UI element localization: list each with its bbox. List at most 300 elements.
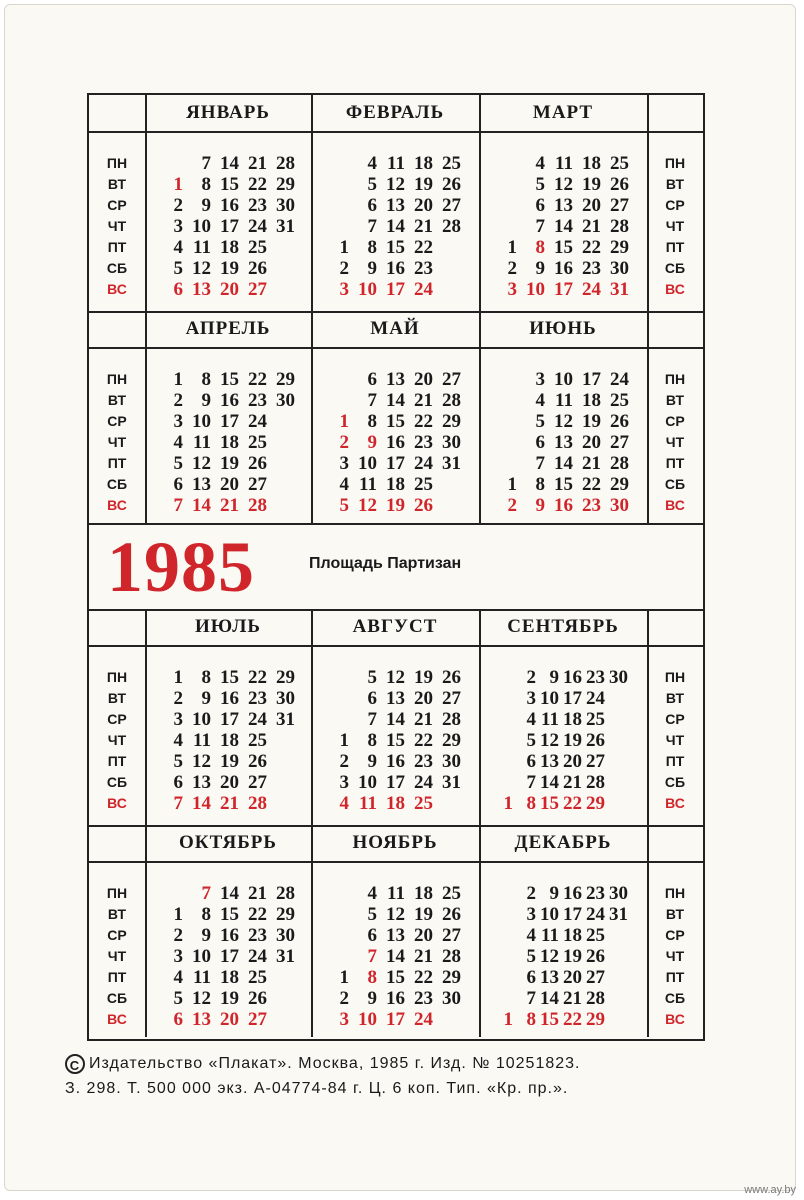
day-label: ВС (665, 1011, 685, 1027)
publisher-footer (65, 1051, 765, 1101)
day-label: ПН (106, 669, 128, 685)
month-name: АПРЕЛЬ (185, 318, 271, 339)
day-labels-right (647, 883, 703, 1030)
date-cell: 17 (386, 1009, 405, 1030)
date-cell: 22 (563, 1009, 582, 1030)
month-name: ФЕВРАЛЬ (345, 102, 445, 123)
date-cell: 20 (414, 925, 433, 946)
date-cell: 29 (276, 369, 295, 390)
row-divider (89, 523, 703, 525)
date-cell: 3 (173, 709, 183, 730)
date-cell: 12 (554, 411, 573, 432)
date-cell: 16 (386, 432, 405, 453)
day-label: СБ (664, 476, 686, 492)
date-cell: 17 (220, 946, 239, 967)
date-cell: 4 (173, 237, 183, 258)
date-cell: 11 (387, 883, 405, 904)
day-label: ЧТ (107, 218, 127, 234)
date-cell: 25 (414, 474, 433, 495)
date-cell: 21 (248, 883, 267, 904)
date-cell: 14 (554, 216, 573, 237)
date-cell: 30 (609, 883, 628, 904)
day-label: СР (107, 927, 127, 943)
date-cell: 6 (535, 432, 545, 453)
date-cell: 25 (414, 793, 433, 814)
date-cell: 13 (386, 925, 405, 946)
date-cell: 6 (173, 1009, 183, 1030)
date-cell: 28 (248, 495, 267, 516)
date-cell: 22 (248, 904, 267, 925)
date-cell: 5 (173, 453, 183, 474)
date-cell: 16 (220, 390, 239, 411)
date-cell: 14 (386, 216, 405, 237)
date-cell: 31 (276, 946, 295, 967)
date-cell: 17 (220, 216, 239, 237)
day-label: СР (665, 711, 685, 727)
row-divider (89, 645, 703, 647)
date-cell: 7 (526, 988, 536, 1009)
date-cell: 3 (507, 279, 517, 300)
day-label: ВС (665, 281, 685, 297)
date-cell: 1 (507, 474, 517, 495)
date-cell: 26 (442, 174, 461, 195)
date-cell: 15 (220, 369, 239, 390)
date-cell: 28 (442, 390, 461, 411)
date-cell: 24 (248, 216, 267, 237)
date-cell: 30 (442, 751, 461, 772)
date-cell: 20 (414, 369, 433, 390)
date-cell: 1 (173, 369, 183, 390)
date-cell: 23 (582, 258, 601, 279)
date-cell: 7 (367, 216, 377, 237)
date-cell: 21 (563, 988, 582, 1009)
date-cell: 23 (414, 432, 433, 453)
date-cell: 10 (526, 279, 545, 300)
date-cell: 1 (503, 793, 513, 814)
date-cell: 14 (386, 946, 405, 967)
date-cell: 29 (442, 730, 461, 751)
date-cell: 7 (367, 946, 377, 967)
date-cell: 3 (526, 904, 536, 925)
date-cell: 14 (540, 988, 559, 1009)
day-label: СБ (664, 990, 686, 1006)
date-cell: 2 (339, 751, 349, 772)
date-cell: 23 (248, 390, 267, 411)
date-cell: 3 (173, 411, 183, 432)
date-cell: 21 (414, 216, 433, 237)
date-cell: 23 (414, 751, 433, 772)
date-cell: 5 (173, 988, 183, 1009)
day-label: ПТ (665, 753, 685, 769)
date-cell: 11 (193, 237, 211, 258)
date-cell: 6 (367, 925, 377, 946)
date-cell: 10 (540, 904, 559, 925)
date-cell: 4 (526, 925, 536, 946)
month-name: НОЯБРЬ (352, 832, 438, 853)
day-labels-left (89, 369, 145, 516)
date-cell: 18 (563, 925, 582, 946)
date-cell: 28 (248, 793, 267, 814)
date-cell: 27 (586, 967, 605, 988)
day-label: ВТ (665, 690, 685, 706)
date-cell: 11 (555, 153, 573, 174)
date-cell: 14 (540, 772, 559, 793)
date-cell: 5 (367, 904, 377, 925)
date-cell: 16 (386, 988, 405, 1009)
date-cell: 2 (339, 258, 349, 279)
calendar-frame (87, 93, 705, 1041)
date-cell: 1 (507, 237, 517, 258)
date-cell: 20 (220, 1009, 239, 1030)
date-cell: 15 (386, 411, 405, 432)
date-cell: 19 (220, 453, 239, 474)
month-name: МАЙ (370, 318, 420, 339)
date-cell: 12 (192, 988, 211, 1009)
day-label: ВС (107, 795, 127, 811)
date-cell: 29 (276, 174, 295, 195)
date-cell: 24 (414, 1009, 433, 1030)
date-cell: 23 (414, 988, 433, 1009)
date-cell: 25 (248, 237, 267, 258)
date-cell: 27 (442, 688, 461, 709)
date-cell: 31 (276, 709, 295, 730)
date-cell: 12 (386, 904, 405, 925)
day-label: ВТ (107, 906, 127, 922)
date-cell: 11 (193, 432, 211, 453)
date-cell: 18 (220, 432, 239, 453)
date-cell: 22 (414, 411, 433, 432)
day-label: ВС (107, 281, 127, 297)
date-cell: 27 (248, 772, 267, 793)
date-cell: 17 (386, 772, 405, 793)
date-cell: 15 (220, 904, 239, 925)
date-cell: 26 (414, 495, 433, 516)
date-cell: 2 (173, 925, 183, 946)
date-cell: 14 (386, 390, 405, 411)
date-cell: 16 (220, 688, 239, 709)
day-labels-left (89, 883, 145, 1030)
month-name: ЯНВАРЬ (186, 102, 270, 123)
date-cell: 12 (358, 495, 377, 516)
date-cell: 3 (535, 369, 545, 390)
date-cell: 4 (535, 390, 545, 411)
date-cell: 14 (554, 453, 573, 474)
date-cell: 1 (503, 1009, 513, 1030)
date-cell: 10 (358, 1009, 377, 1030)
day-label: ПН (106, 885, 128, 901)
date-cell: 26 (610, 174, 629, 195)
date-cell: 31 (442, 453, 461, 474)
date-cell: 24 (248, 411, 267, 432)
date-cell: 8 (201, 174, 211, 195)
date-cell: 31 (609, 904, 628, 925)
date-cell: 1 (173, 174, 183, 195)
day-label: СБ (664, 260, 686, 276)
column-divider (145, 609, 147, 1037)
date-cell: 30 (610, 495, 629, 516)
date-cell: 1 (173, 904, 183, 925)
date-cell: 18 (386, 793, 405, 814)
date-cell: 29 (442, 967, 461, 988)
date-cell: 24 (248, 946, 267, 967)
day-label: ВТ (665, 906, 685, 922)
day-label: ВС (665, 795, 685, 811)
date-cell: 21 (248, 153, 267, 174)
date-cell: 22 (248, 174, 267, 195)
date-cell: 11 (359, 793, 377, 814)
date-cell: 9 (367, 751, 377, 772)
date-cell: 19 (563, 730, 582, 751)
day-label: ВТ (107, 690, 127, 706)
date-cell: 5 (367, 667, 377, 688)
date-cell: 2 (507, 495, 517, 516)
date-cell: 4 (367, 883, 377, 904)
watermark: www.ay.by (744, 1184, 796, 1196)
date-cell: 16 (554, 258, 573, 279)
date-cell: 20 (582, 432, 601, 453)
date-cell: 9 (201, 390, 211, 411)
date-cell: 1 (339, 730, 349, 751)
date-cell: 8 (367, 411, 377, 432)
date-cell: 18 (582, 153, 601, 174)
date-cell: 7 (173, 793, 183, 814)
date-cell: 6 (367, 195, 377, 216)
date-cell: 4 (535, 153, 545, 174)
date-cell: 22 (414, 730, 433, 751)
copyright-icon: C (65, 1054, 85, 1074)
date-cell: 18 (220, 967, 239, 988)
date-cell: 1 (173, 667, 183, 688)
date-cell: 21 (414, 946, 433, 967)
date-cell: 13 (192, 279, 211, 300)
day-label: СБ (106, 476, 128, 492)
date-cell: 11 (193, 730, 211, 751)
date-cell: 5 (367, 174, 377, 195)
day-label: ПН (106, 371, 128, 387)
date-cell: 5 (173, 751, 183, 772)
date-cell: 13 (386, 369, 405, 390)
date-cell: 17 (386, 453, 405, 474)
date-cell: 4 (367, 153, 377, 174)
date-cell: 4 (339, 474, 349, 495)
date-cell: 24 (248, 709, 267, 730)
day-label: ЧТ (665, 218, 685, 234)
date-cell: 7 (535, 453, 545, 474)
day-label: ЧТ (107, 732, 127, 748)
row-divider (89, 131, 703, 133)
date-cell: 9 (549, 883, 559, 904)
date-cell: 2 (507, 258, 517, 279)
date-cell: 5 (173, 258, 183, 279)
date-cell: 14 (220, 153, 239, 174)
date-cell: 19 (220, 751, 239, 772)
day-label: ЧТ (107, 434, 127, 450)
date-cell: 2 (526, 667, 536, 688)
date-cell: 3 (339, 1009, 349, 1030)
date-cell: 29 (442, 411, 461, 432)
date-cell: 30 (276, 688, 295, 709)
date-cell: 31 (276, 216, 295, 237)
day-label: ВС (665, 497, 685, 513)
date-cell: 12 (386, 667, 405, 688)
day-label: ЧТ (665, 434, 685, 450)
date-cell: 12 (554, 174, 573, 195)
date-cell: 23 (582, 495, 601, 516)
day-label: ПН (664, 155, 686, 171)
date-cell: 14 (220, 883, 239, 904)
date-cell: 14 (192, 793, 211, 814)
date-cell: 28 (586, 988, 605, 1009)
date-cell: 26 (248, 988, 267, 1009)
date-cell: 16 (563, 667, 582, 688)
day-label: ПТ (107, 969, 127, 985)
date-cell: 16 (220, 195, 239, 216)
date-cell: 21 (414, 709, 433, 730)
date-cell: 12 (386, 174, 405, 195)
date-cell: 10 (192, 411, 211, 432)
date-cell: 7 (201, 153, 211, 174)
date-cell: 30 (609, 667, 628, 688)
date-cell: 10 (192, 709, 211, 730)
date-cell: 21 (582, 216, 601, 237)
date-cell: 2 (173, 390, 183, 411)
date-cell: 29 (586, 793, 605, 814)
date-cell: 13 (386, 195, 405, 216)
date-cell: 10 (540, 688, 559, 709)
date-cell: 11 (555, 390, 573, 411)
date-cell: 21 (563, 772, 582, 793)
date-cell: 22 (582, 474, 601, 495)
month-name: ИЮЛЬ (195, 616, 261, 637)
date-cell: 4 (173, 432, 183, 453)
date-cell: 26 (442, 904, 461, 925)
year-band (89, 523, 703, 609)
date-cell: 6 (173, 474, 183, 495)
date-cell: 4 (173, 730, 183, 751)
date-cell: 20 (414, 688, 433, 709)
date-cell: 6 (526, 967, 536, 988)
date-cell: 3 (526, 688, 536, 709)
date-cell: 7 (367, 390, 377, 411)
date-cell: 26 (248, 453, 267, 474)
date-cell: 20 (414, 195, 433, 216)
date-cell: 16 (563, 883, 582, 904)
day-labels-left (89, 153, 145, 300)
date-cell: 4 (339, 793, 349, 814)
day-label: СР (665, 197, 685, 213)
month-name: СЕНТЯБРЬ (507, 616, 619, 637)
date-cell: 5 (535, 411, 545, 432)
date-cell: 7 (526, 772, 536, 793)
day-labels-right (647, 153, 703, 300)
date-cell: 24 (610, 369, 629, 390)
date-cell: 8 (201, 904, 211, 925)
date-cell: 28 (276, 153, 295, 174)
date-cell: 15 (386, 730, 405, 751)
date-cell: 27 (610, 195, 629, 216)
date-cell: 5 (339, 495, 349, 516)
date-cell: 28 (442, 946, 461, 967)
date-cell: 15 (554, 474, 573, 495)
date-cell: 9 (367, 988, 377, 1009)
calendar-half-top (89, 95, 703, 523)
day-label: ПН (106, 155, 128, 171)
date-cell: 1 (339, 411, 349, 432)
date-cell: 19 (386, 495, 405, 516)
date-cell: 27 (442, 925, 461, 946)
date-cell: 10 (192, 216, 211, 237)
date-cell: 30 (276, 925, 295, 946)
month-name: ОКТЯБРЬ (179, 832, 277, 853)
date-cell: 1 (339, 967, 349, 988)
date-cell: 21 (414, 390, 433, 411)
footer-text-1: Издательство «Плакат». Москва, 1985 г. Изд. № 10251823. (89, 1055, 581, 1072)
day-label: ПТ (107, 455, 127, 471)
date-cell: 5 (535, 174, 545, 195)
date-cell: 19 (414, 904, 433, 925)
calendar-card (4, 4, 796, 1191)
day-label: ВС (107, 497, 127, 513)
date-cell: 2 (173, 688, 183, 709)
date-cell: 3 (339, 772, 349, 793)
date-cell: 30 (442, 988, 461, 1009)
date-cell: 5 (526, 730, 536, 751)
date-cell: 31 (442, 772, 461, 793)
date-cell: 19 (414, 667, 433, 688)
date-cell: 10 (358, 279, 377, 300)
date-cell: 20 (563, 967, 582, 988)
date-cell: 25 (248, 432, 267, 453)
date-cell: 26 (248, 258, 267, 279)
date-cell: 12 (192, 751, 211, 772)
date-cell: 9 (535, 258, 545, 279)
date-cell: 17 (386, 279, 405, 300)
day-labels-left (89, 667, 145, 814)
date-cell: 9 (367, 258, 377, 279)
date-cell: 1 (339, 237, 349, 258)
date-cell: 27 (248, 1009, 267, 1030)
date-cell: 19 (220, 988, 239, 1009)
date-cell: 9 (201, 688, 211, 709)
month-name: ДЕКАБРЬ (514, 832, 612, 853)
day-label: ПН (664, 885, 686, 901)
date-cell: 19 (582, 411, 601, 432)
date-cell: 18 (386, 474, 405, 495)
date-cell: 5 (526, 946, 536, 967)
date-cell: 11 (541, 925, 559, 946)
date-cell: 10 (358, 453, 377, 474)
day-label: СР (665, 413, 685, 429)
date-cell: 2 (339, 988, 349, 1009)
date-cell: 3 (339, 279, 349, 300)
date-cell: 27 (442, 195, 461, 216)
day-label: СБ (106, 260, 128, 276)
date-cell: 27 (248, 474, 267, 495)
date-cell: 19 (414, 174, 433, 195)
date-cell: 28 (276, 883, 295, 904)
date-cell: 2 (526, 883, 536, 904)
column-divider (145, 95, 147, 523)
date-cell: 13 (554, 195, 573, 216)
date-cell: 9 (201, 195, 211, 216)
date-cell: 16 (554, 495, 573, 516)
date-cell: 15 (386, 237, 405, 258)
day-label: ЧТ (665, 948, 685, 964)
date-cell: 24 (582, 279, 601, 300)
date-cell: 4 (173, 967, 183, 988)
day-label: СР (665, 927, 685, 943)
date-cell: 17 (563, 688, 582, 709)
